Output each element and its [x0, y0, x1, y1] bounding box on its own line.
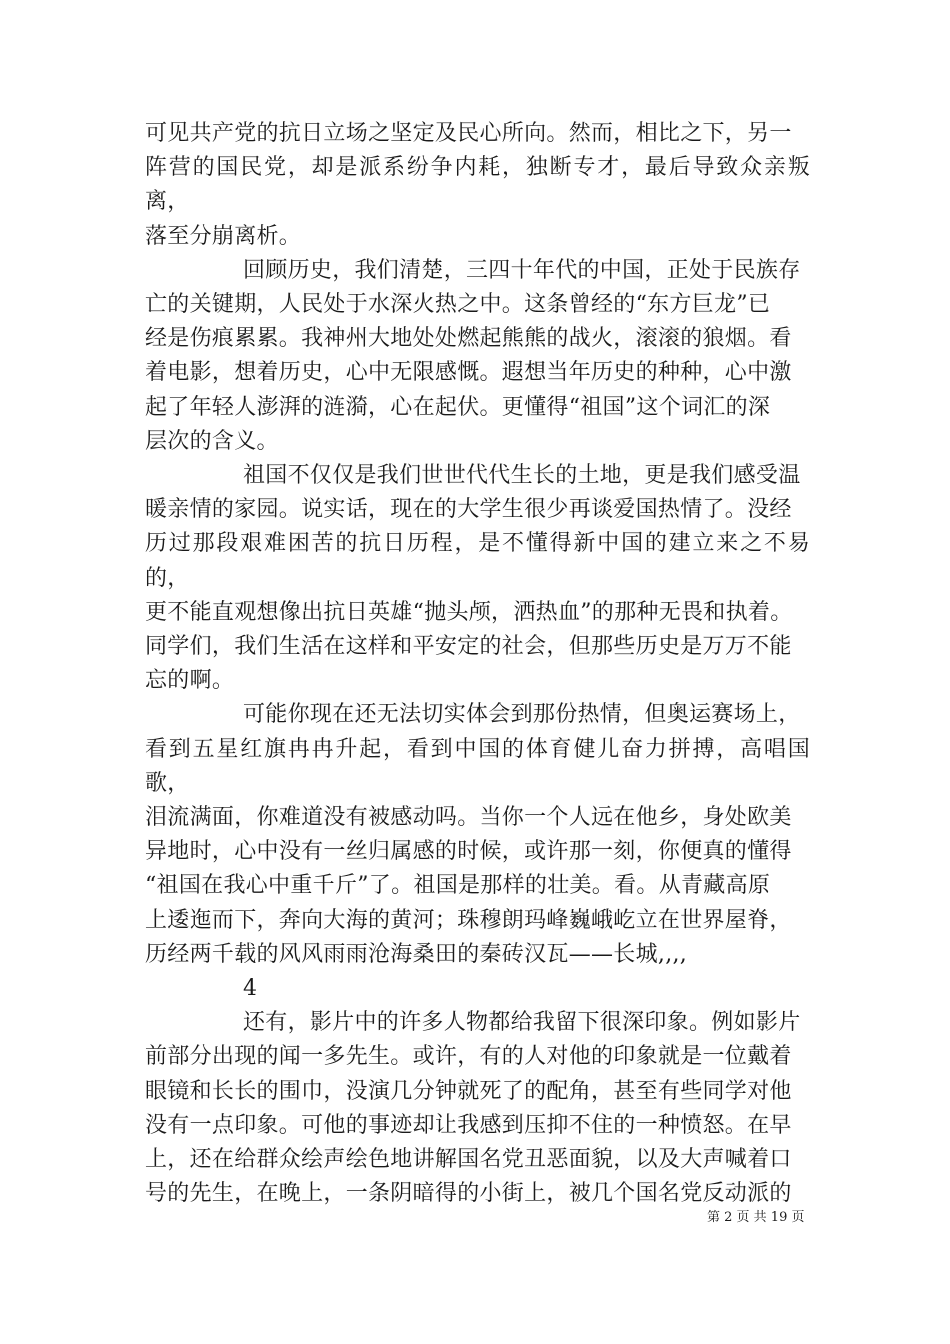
paragraph-2: 回顾历史，我们清楚，三四十年代的中国，正处于民族存 亡的关键期，人民处于水深火热之中。这条曾经的“东方巨龙”已 经是伤痕累累。我神州大地处处燃起熊熊的战火，滚滚的狼烟。看 着电影，想着历史，心中无限感慨。遐想当年历史的种种，心中激 起了年轻人澎湃的涟漪，心在起伏。更懂得“祖国”这个词汇的深 层次的含义。 [145, 257, 801, 454]
paragraph-1: 可见共产党的抗日立场之坚定及民心所向。然而，相比之下，另一 阵营的国民党，却是派系纷争内耗，独断专才，最后导致众亲叛离， 落至分崩离析。 [145, 121, 810, 249]
paragraph-4: 可能你现在还无法切实体会到那份热情，但奥运赛场上， 看到五星红旗冉冉升起，看到中国的体育健儿奋力拼搏，高唱国歌， 泪流满面，你难道没有被感动吗。当你一个人远在他乡，身处欧美 异地时，心中没有一丝归属感的时候，或许那一刻，你便真的懂得 “祖国在我心中重千斤”了。祖国是那样的壮美。看。从青藏高原 上逶迤而下，奔向大海的黄河；珠穆朗玛峰巍峨屹立在世界屋脊， 历经两千载的风风雨雨沧海桑田的秦砖汉瓦——长城,,,, [145, 702, 810, 967]
page-footer: 第 2 页 共 19 页 [707, 1210, 805, 1225]
paragraph-5: 还有，影片中的许多人物都给我留下很深印象。例如影片 前部分出现的闻一多先生。或许，有的人对他的印象就是一位戴着 眼镜和长长的围巾，没演几分钟就死了的配角，甚至有些同学对他 没有一点印象。可他的事迹却让我感到压抑不住的一种愤怒。在早 上，还在给群众绘声绘色地讲解国名党丑恶面貌，以及大声喊着口 号的先生，在晚上，一条阴暗得的小街上，被几个国名党反动派的 [145, 1010, 801, 1207]
document-body [145, 117, 810, 1212]
section-number: 4 [243, 976, 258, 1002]
paragraph-3: 祖国不仅仅是我们世世代代生长的土地，更是我们感受温 暖亲情的家园。说实话，现在的大学生很少再谈爱国热情了。没经 历过那段艰难困苦的抗日历程，是不懂得新中国的建立来之不易的， 更不能直观想像出抗日英雄“抛头颅，洒热血”的那种无畏和执着。 同学们，我们生活在这样和平安定的社会，但那些历史是万万不能 忘的啊。 [145, 463, 810, 694]
